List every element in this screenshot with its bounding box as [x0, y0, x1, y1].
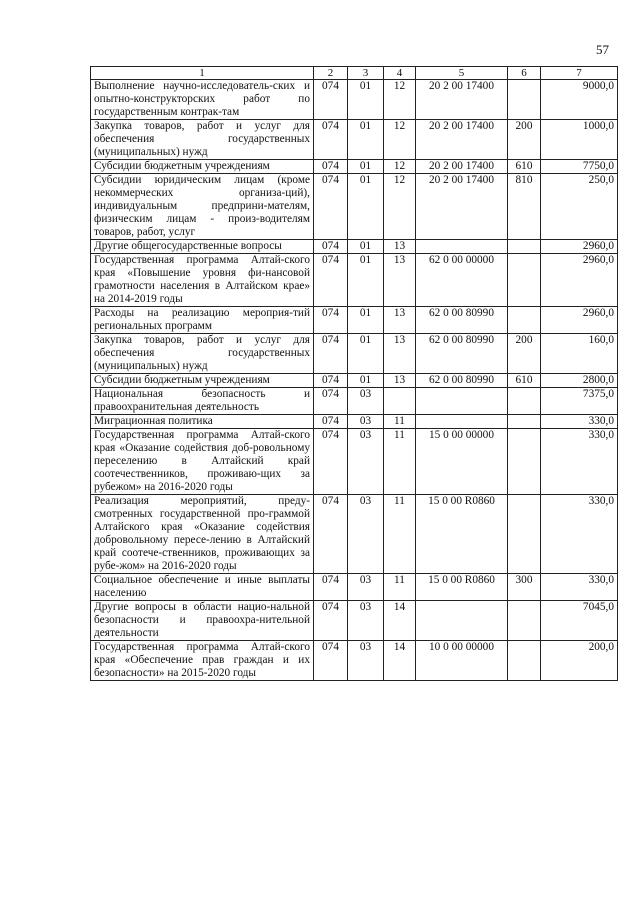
- amount-cell: 7750,0: [541, 160, 618, 174]
- section-code-cell: 03: [348, 641, 384, 681]
- table-row: [91, 254, 618, 307]
- amount-cell: 330,0: [541, 415, 618, 429]
- amount-cell: 330,0: [541, 574, 618, 601]
- expense-type-cell: [508, 415, 541, 429]
- target-article-cell: 62 0 00 80990: [416, 374, 508, 388]
- row-name-cell: Государственная программа Алтай-ского края «Оказание содействия доб-ровольному переселению в Алтайский край соотечественников, проживаю-щих за рубежом» на 2016-2020 годы: [91, 429, 314, 495]
- header-col-4: 4: [384, 67, 416, 80]
- header-col-2: 2: [314, 67, 348, 80]
- section-code-cell: 01: [348, 160, 384, 174]
- header-col-1: 1: [91, 67, 314, 80]
- expense-type-cell: 610: [508, 374, 541, 388]
- section-code-cell: 03: [348, 388, 384, 415]
- amount-cell: 7045,0: [541, 601, 618, 641]
- amount-cell: 2960,0: [541, 307, 618, 334]
- table-row: [91, 388, 618, 415]
- expense-type-cell: [508, 254, 541, 307]
- target-article-cell: [416, 388, 508, 415]
- row-name-cell: Расходы на реализацию мероприя-тий региональных программ: [91, 307, 314, 334]
- subsection-code-cell: 13: [384, 240, 416, 254]
- table-row: [91, 374, 618, 388]
- header-col-7: 7: [541, 67, 618, 80]
- target-article-cell: [416, 601, 508, 641]
- ministry-code-cell: 074: [314, 574, 348, 601]
- budget-table: [90, 66, 618, 681]
- ministry-code-cell: 074: [314, 388, 348, 415]
- expense-type-cell: [508, 240, 541, 254]
- ministry-code-cell: 074: [314, 80, 348, 120]
- expense-type-cell: [508, 641, 541, 681]
- ministry-code-cell: 074: [314, 641, 348, 681]
- amount-cell: 2800,0: [541, 374, 618, 388]
- subsection-code-cell: 11: [384, 574, 416, 601]
- ministry-code-cell: 074: [314, 160, 348, 174]
- section-code-cell: 03: [348, 495, 384, 574]
- section-code-cell: 03: [348, 601, 384, 641]
- table-row: [91, 174, 618, 240]
- page-number: 57: [596, 42, 609, 57]
- row-name-cell: Закупка товаров, работ и услуг для обеспечения государственных (муниципальных) нужд: [91, 120, 314, 160]
- section-code-cell: 01: [348, 374, 384, 388]
- ministry-code-cell: 074: [314, 174, 348, 240]
- target-article-cell: 15 0 00 R0860: [416, 495, 508, 574]
- section-code-cell: 01: [348, 80, 384, 120]
- amount-cell: 250,0: [541, 174, 618, 240]
- section-code-cell: 01: [348, 240, 384, 254]
- expense-type-cell: [508, 601, 541, 641]
- expense-type-cell: 200: [508, 120, 541, 160]
- ministry-code-cell: 074: [314, 601, 348, 641]
- subsection-code-cell: 11: [384, 495, 416, 574]
- table-row: [91, 307, 618, 334]
- subsection-code-cell: 12: [384, 120, 416, 160]
- subsection-code-cell: 13: [384, 334, 416, 374]
- target-article-cell: 62 0 00 00000: [416, 254, 508, 307]
- table-row: [91, 240, 618, 254]
- subsection-code-cell: 12: [384, 80, 416, 120]
- row-name-cell: Государственная программа Алтай-ского края «Обеспечение прав граждан и их безопасности» на 2015-2020 годы: [91, 641, 314, 681]
- row-name-cell: Субсидии юридическим лицам (кроме некоммерческих организа-ций), индивидуальным предприни-мателям, физическим лицам - произ-водителям товаров, работ, услуг: [91, 174, 314, 240]
- subsection-code-cell: 14: [384, 601, 416, 641]
- table-row: [91, 334, 618, 374]
- row-name-cell: Реализация мероприятий, преду-смотренных государственной про-граммой Алтайского края «Оказание содействия добровольному пересе-лению в Алтайский край соотече-ственников, проживающих за рубе-жом» на 2016-2020 годы: [91, 495, 314, 574]
- table-row: [91, 429, 618, 495]
- expense-type-cell: [508, 80, 541, 120]
- target-article-cell: [416, 415, 508, 429]
- amount-cell: 2960,0: [541, 254, 618, 307]
- subsection-code-cell: [384, 388, 416, 415]
- target-article-cell: [416, 240, 508, 254]
- table-row: [91, 160, 618, 174]
- ministry-code-cell: 074: [314, 307, 348, 334]
- expense-type-cell: [508, 495, 541, 574]
- subsection-code-cell: 13: [384, 307, 416, 334]
- row-name-cell: Миграционная политика: [91, 415, 314, 429]
- amount-cell: 2960,0: [541, 240, 618, 254]
- row-name-cell: Закупка товаров, работ и услуг для обеспечения государственных (муниципальных) нужд: [91, 334, 314, 374]
- expense-type-cell: 300: [508, 574, 541, 601]
- row-name-cell: Другие общегосударственные вопросы: [91, 240, 314, 254]
- ministry-code-cell: 074: [314, 415, 348, 429]
- table-row: [91, 641, 618, 681]
- ministry-code-cell: 074: [314, 254, 348, 307]
- target-article-cell: 62 0 00 80990: [416, 334, 508, 374]
- ministry-code-cell: 074: [314, 429, 348, 495]
- table-row: [91, 495, 618, 574]
- amount-cell: 9000,0: [541, 80, 618, 120]
- subsection-code-cell: 13: [384, 254, 416, 307]
- section-code-cell: 01: [348, 334, 384, 374]
- ministry-code-cell: 074: [314, 374, 348, 388]
- section-code-cell: 01: [348, 120, 384, 160]
- expense-type-cell: 610: [508, 160, 541, 174]
- subsection-code-cell: 11: [384, 429, 416, 495]
- expense-type-cell: 200: [508, 334, 541, 374]
- header-col-6: 6: [508, 67, 541, 80]
- subsection-code-cell: 12: [384, 160, 416, 174]
- target-article-cell: 20 2 00 17400: [416, 120, 508, 160]
- target-article-cell: 20 2 00 17400: [416, 80, 508, 120]
- section-code-cell: 01: [348, 174, 384, 240]
- target-article-cell: 15 0 00 00000: [416, 429, 508, 495]
- expense-type-cell: [508, 307, 541, 334]
- header-row: [91, 67, 618, 80]
- expense-type-cell: 810: [508, 174, 541, 240]
- row-name-cell: Субсидии бюджетным учреждениям: [91, 374, 314, 388]
- section-code-cell: 03: [348, 415, 384, 429]
- row-name-cell: Национальная безопасность и правоохранительная деятельность: [91, 388, 314, 415]
- target-article-cell: 20 2 00 17400: [416, 160, 508, 174]
- row-name-cell: Субсидии бюджетным учреждениям: [91, 160, 314, 174]
- table-row: [91, 574, 618, 601]
- subsection-code-cell: 11: [384, 415, 416, 429]
- target-article-cell: 20 2 00 17400: [416, 174, 508, 240]
- header-col-3: 3: [348, 67, 384, 80]
- row-name-cell: Выполнение научно-исследователь-ских и опытно-конструкторских работ по государственным контрак-там: [91, 80, 314, 120]
- table-row: [91, 601, 618, 641]
- ministry-code-cell: 074: [314, 495, 348, 574]
- expense-type-cell: [508, 429, 541, 495]
- amount-cell: 1000,0: [541, 120, 618, 160]
- amount-cell: 160,0: [541, 334, 618, 374]
- ministry-code-cell: 074: [314, 240, 348, 254]
- amount-cell: 7375,0: [541, 388, 618, 415]
- table-row: [91, 120, 618, 160]
- target-article-cell: 15 0 00 R0860: [416, 574, 508, 601]
- header-col-5: 5: [416, 67, 508, 80]
- subsection-code-cell: 12: [384, 174, 416, 240]
- ministry-code-cell: 074: [314, 334, 348, 374]
- row-name-cell: Государственная программа Алтай-ского края «Повышение уровня фи-нансовой грамотности населения в Алтайском крае» на 2014-2019 годы: [91, 254, 314, 307]
- expense-type-cell: [508, 388, 541, 415]
- target-article-cell: 62 0 00 80990: [416, 307, 508, 334]
- amount-cell: 330,0: [541, 429, 618, 495]
- target-article-cell: 10 0 00 00000: [416, 641, 508, 681]
- amount-cell: 200,0: [541, 641, 618, 681]
- table-row: [91, 415, 618, 429]
- row-name-cell: Социальное обеспечение и иные выплаты населению: [91, 574, 314, 601]
- subsection-code-cell: 13: [384, 374, 416, 388]
- table-row: [91, 80, 618, 120]
- section-code-cell: 03: [348, 429, 384, 495]
- ministry-code-cell: 074: [314, 120, 348, 160]
- row-name-cell: Другие вопросы в области нацио-нальной безопасности и правоохра-нительной деятельности: [91, 601, 314, 641]
- section-code-cell: 03: [348, 574, 384, 601]
- section-code-cell: 01: [348, 307, 384, 334]
- section-code-cell: 01: [348, 254, 384, 307]
- amount-cell: 330,0: [541, 495, 618, 574]
- subsection-code-cell: 14: [384, 641, 416, 681]
